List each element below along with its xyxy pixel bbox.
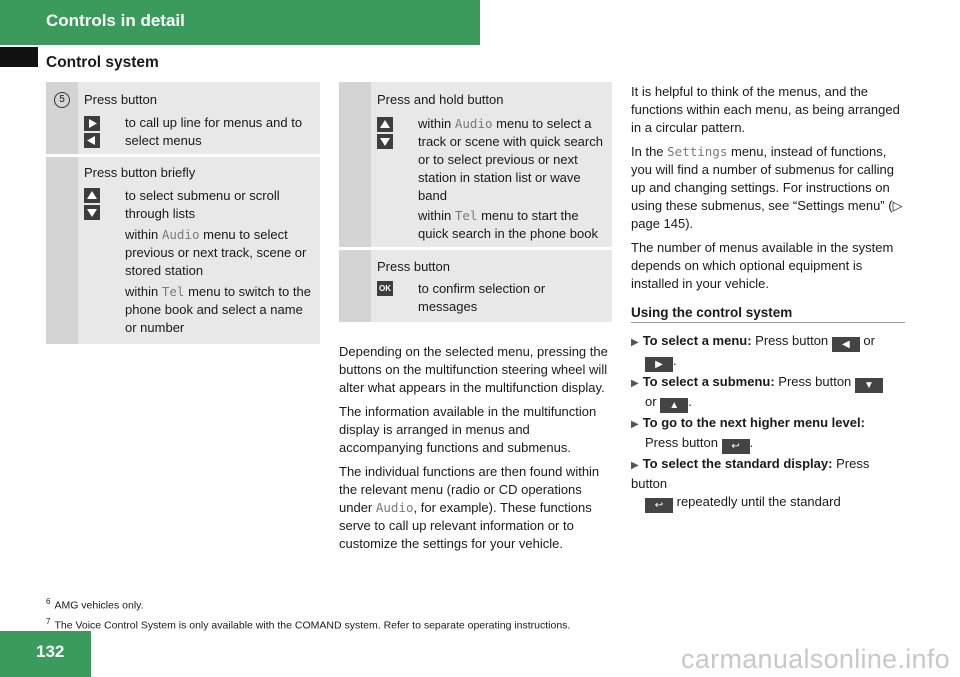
section-marker	[0, 47, 38, 67]
page-number-box	[0, 631, 91, 677]
note-text: menu to start the quick search in the phone book	[418, 208, 598, 241]
note-text: menu to select previous or next track, scene or stored station	[125, 227, 307, 278]
paragraph: The individual functions are then found within the relevant menu (radio or CD operations under Audio, for example). These functions serve to call up relevant information or to customize the settings for your vehicle.	[339, 464, 600, 551]
audio-menu-note	[125, 226, 317, 280]
menu-name-tel: Tel	[161, 284, 185, 299]
paragraph: The number of menus available in the system depends on which optional equipment is installed in your vehicle.	[631, 240, 894, 291]
section-title: Control system	[46, 54, 159, 71]
bullet-arrow-icon: ▶	[631, 378, 639, 389]
row-heading: Press button	[84, 92, 157, 107]
button-table-middle	[339, 82, 612, 322]
bullet-arrow-icon: ▶	[631, 419, 639, 430]
left-arrow-button-icon: ◀	[832, 337, 860, 352]
down-arrow-button-icon: ▼	[855, 378, 883, 393]
down-arrow-button-icon	[84, 205, 100, 220]
tel-menu-note	[125, 283, 315, 337]
right-arrow-button-icon	[84, 116, 100, 131]
up-arrow-button-icon	[84, 188, 100, 203]
menu-name-audio: Audio	[375, 500, 414, 515]
menu-name-settings: Settings	[667, 144, 728, 159]
row-description: to call up line for menus and to select menus	[125, 115, 303, 148]
note-text: menu to select a track or scene with quick search or to select previous or next station in station list or wave band	[418, 116, 603, 203]
row-heading: Press button	[377, 259, 450, 274]
footnotes	[46, 594, 570, 633]
right-arrow-button-icon: ▶	[645, 357, 673, 372]
watermark: carmanualsonline.info	[681, 644, 950, 674]
subheading: Using the control system	[631, 305, 793, 320]
row-description: to select submenu or scroll through lists	[125, 188, 280, 221]
back-button-icon: ↩	[722, 439, 750, 454]
paragraph: The information available in the multifunction display is arranged in menus and accompanying functions and submenus.	[339, 404, 597, 455]
paragraph: It is helpful to think of the menus, and the functions within each menu, as being arranged in a circular pattern.	[631, 84, 900, 135]
table-gutter	[46, 82, 78, 344]
instruction-item: ▶ To select a menu: Press button ◀ or ▶ .	[631, 333, 875, 370]
ok-button-icon: OK	[377, 281, 393, 296]
instruction-item: ▶ To go to the next higher menu level: Press button ↩ .	[631, 415, 865, 452]
menu-name-audio: Audio	[454, 116, 493, 131]
menu-name-audio: Audio	[161, 227, 200, 242]
row-separator	[46, 154, 320, 157]
up-arrow-button-icon: ▲	[660, 398, 688, 413]
row-description: to confirm selection or messages	[418, 281, 546, 314]
note-prefix: within	[125, 227, 159, 242]
row-separator	[339, 247, 612, 250]
item-number-badge: 5	[54, 92, 70, 108]
bullet-arrow-icon: ▶	[631, 337, 639, 348]
back-button-icon: ↩	[645, 498, 673, 513]
instruction-item: ▶ To select a submenu: Press button ▼ or ▲ .	[631, 373, 907, 413]
footnote: $^7$ The Voice Control System is only available with the COMAND system. Refer to separate operating instructions.	[46, 616, 571, 631]
tel-menu-note	[418, 207, 610, 243]
bullet-arrow-icon: ▶	[631, 460, 639, 471]
row-heading: Press button briefly	[84, 165, 196, 180]
middle-body-text	[339, 343, 617, 559]
menu-name-tel: Tel	[454, 208, 478, 223]
left-arrow-button-icon	[84, 133, 100, 148]
note-prefix: within	[418, 208, 452, 223]
chapter-title: Controls in detail	[46, 11, 185, 30]
right-body-text	[631, 83, 909, 299]
down-arrow-button-icon	[377, 134, 393, 149]
row-heading: Press and hold button	[377, 92, 504, 107]
note-prefix: within	[125, 284, 159, 299]
note-prefix: within	[418, 116, 452, 131]
table-gutter	[339, 82, 371, 322]
subheading-rule	[631, 322, 905, 323]
page-number: 132	[36, 642, 65, 661]
button-table-left	[46, 82, 320, 344]
paragraph: In the Settings menu, instead of functions, you will find a number of submenus for calling up and changing settings. For instructions on using these submenus, see “Settings menu” (▷ page 145).	[631, 144, 903, 231]
footnote: $^6$ AMG vehicles only.	[46, 597, 144, 612]
paragraph: Depending on the selected menu, pressing the buttons on the multifunction steering wheel will alter what appears in the multifunction display.	[339, 344, 608, 395]
note-text: menu to switch to the phone book and select a name or number	[125, 284, 311, 335]
header-bar	[0, 0, 480, 45]
instruction-item: ▶ To select the standard display: Press button ↩ repeatedly until the standard	[631, 456, 870, 511]
audio-menu-note	[418, 115, 610, 205]
up-arrow-button-icon	[377, 117, 393, 132]
